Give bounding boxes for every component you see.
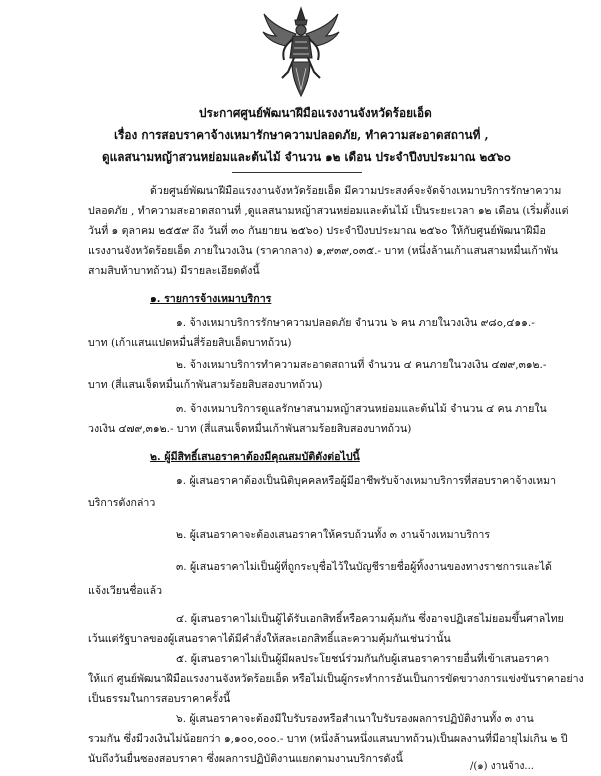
intro-line: สามสิบห้าบาทถ้วน) มีรายละเอียดดังนี้ [88, 265, 260, 277]
section-1-heading: ๑. รายการจ้างเหมาบริการ [150, 293, 272, 305]
section-2-line: ๖. ผู้เสนอราคาจะต้องมีใบรับรองหรือสำเนาใบรับรองผลการปฏิบัติงานทั้ง ๓ งาน [176, 713, 534, 725]
page-continuation: /(๑) งานจ้าง... [470, 761, 534, 772]
section-2-line: เว้นแต่รัฐบาลของผู้เสนอราคาได้มีคำสั่งให้สละเอกสิทธิ์และความคุ้มกันเช่นว่านั้น [88, 633, 451, 645]
section-2-line: ๑. ผู้เสนอราคาต้องเป็นนิติบุคคลหรือผู้มีอาชีพรับจ้างเหมาบริการที่สอบราคาจ้างเหมา [176, 475, 557, 487]
section-2-line: แจ้งเวียนชื่อแล้ว [88, 585, 163, 597]
intro-line: แรงงานจังหวัดร้อยเอ็ด ภายในวงเงิน (ราคากลาง) ๑,๙๓๙,๐๓๕.- บาท (หนึ่งล้านเก้าแสนสามหมื่นเก้าพัน [88, 245, 558, 257]
section-1-line: ๓. จ้างเหมาบริการดูแลรักษาสนามหญ้าสวนหย่อมและต้นไม้ จำนวน ๔ คน ภายใน [176, 403, 547, 415]
section-2-line: ๕. ผู้เสนอราคาไม่เป็นผู้มีผลประโยชน์ร่วมกันกับผู้เสนอราคารายอื่นที่เข้าเสนอราคา [176, 653, 550, 665]
section-2-line: บริการดังกล่าว [88, 497, 156, 509]
section-2-heading: ๒. ผู้มีสิทธิ์เสนอราคาต้องมีคุณสมบัติดังต่อไปนี้ [150, 451, 360, 463]
section-2-line: รวมกัน ซึ่งมีวงเงินไม่น้อยกว่า ๑,๑๐๐,๐๐๐.- บาท (หนึ่งล้านหนึ่งแสนบาทถ้วน)เป็นผลงานที่มีอายุไม่เกิน ๒ ปี [88, 733, 568, 745]
title-line-3: ดูแลสนามหญ้าสวนหย่อมและต้นไม้ จำนวน ๑๒ เดือน ประจำปีงบประมาณ ๒๕๖๐ [102, 150, 511, 164]
intro-line: ปลอดภัย , ทำความสะอาดสถานที่ ,ดูแลสนามหญ้าสวนหย่อมและต้นไม้ เป็นระยะเวลา ๑๒ เดือน (เริ่มตั้งแต่ [88, 205, 569, 217]
section-1-line: ๒. จ้างเหมาบริการทำความสะอาดสถานที่ จำนวน ๔ คนภายในวงเงิน ๔๗๙,๓๑๒.- [176, 359, 547, 371]
title-line-2: เรื่อง การสอบราคาจ้างเหมารักษาความปลอดภัย, ทำความสะอาดสถานที่ , [114, 128, 489, 142]
section-2-line: ๒. ผู้เสนอราคาจะต้องเสนอราคาให้ครบถ้วนทั้ง ๓ งานจ้างเหมาบริการ [176, 529, 491, 541]
section-2-line: เป็นธรรมในการสอบราคาครั้งนี้ [88, 693, 231, 705]
section-1-line: วงเงิน ๔๗๙,๓๑๒.- บาท (สี่แสนเจ็ดหมื่นเก้าพันสามร้อยสิบสองบาทถ้วน) [88, 423, 412, 435]
intro-line: ด้วยศูนย์พัฒนาฝีมือแรงงานจังหวัดร้อยเอ็ด มีความประสงค์จะจัดจ้างเหมาบริการรักษาความ [150, 185, 562, 197]
section-2-line: ๔. ผู้เสนอราคาไม่เป็นผู้ได้รับเอกสิทธิ์หรือความคุ้มกัน ซึ่งอาจปฏิเสธไม่ยอมขึ้นศาลไทย [176, 613, 564, 625]
section-2-line: ให้แก่ ศูนย์พัฒนาฝีมือแรงงานจังหวัดร้อยเอ็ด หรือไม่เป็นผู้กระทำการอันเป็นการขัดขวางการแข่งขันราคาอย่าง [88, 673, 584, 685]
section-1-line: บาท (สี่แสนเจ็ดหมื่นเก้าพันสามร้อยสิบสองบาทถ้วน) [88, 379, 323, 391]
section-2-line: ๓. ผู้เสนอราคาไม่เป็นผู้ที่ถูกระบุชื่อไว้ในบัญชีรายชื่อผู้ทิ้งงานของทางราชการและได้ [176, 561, 552, 573]
intro-line: วันที่ ๑ ตุลาคม ๒๕๕๙ ถึง วันที่ ๓๐ กันยายน ๒๕๖๐) ประจำปีงบประมาณ ๒๕๖๐ ให้กับศูนย์พัฒนาฝีมือ [88, 225, 546, 237]
section-1-line: ๑. จ้างเหมาบริการรักษาความปลอดภัย จำนวน ๖ คน ภายในวงเงิน ๙๘๐,๔๑๑.- [176, 317, 535, 329]
garuda-emblem-icon [262, 6, 340, 98]
title-divider [232, 172, 362, 173]
title-line-1: ประกาศศูนย์พัฒนาฝีมือแรงงานจังหวัดร้อยเอ็ด [199, 106, 432, 120]
section-2-line: นับถึงวันยื่นซองสอบราคา ซึ่งผลการปฏิบัติงานแยกตามงานบริการดังนี้ [88, 753, 403, 765]
section-1-line: บาท (เก้าแสนแปดหมื่นสี่ร้อยสิบเอ็ดบาทถ้วน) [88, 337, 292, 349]
